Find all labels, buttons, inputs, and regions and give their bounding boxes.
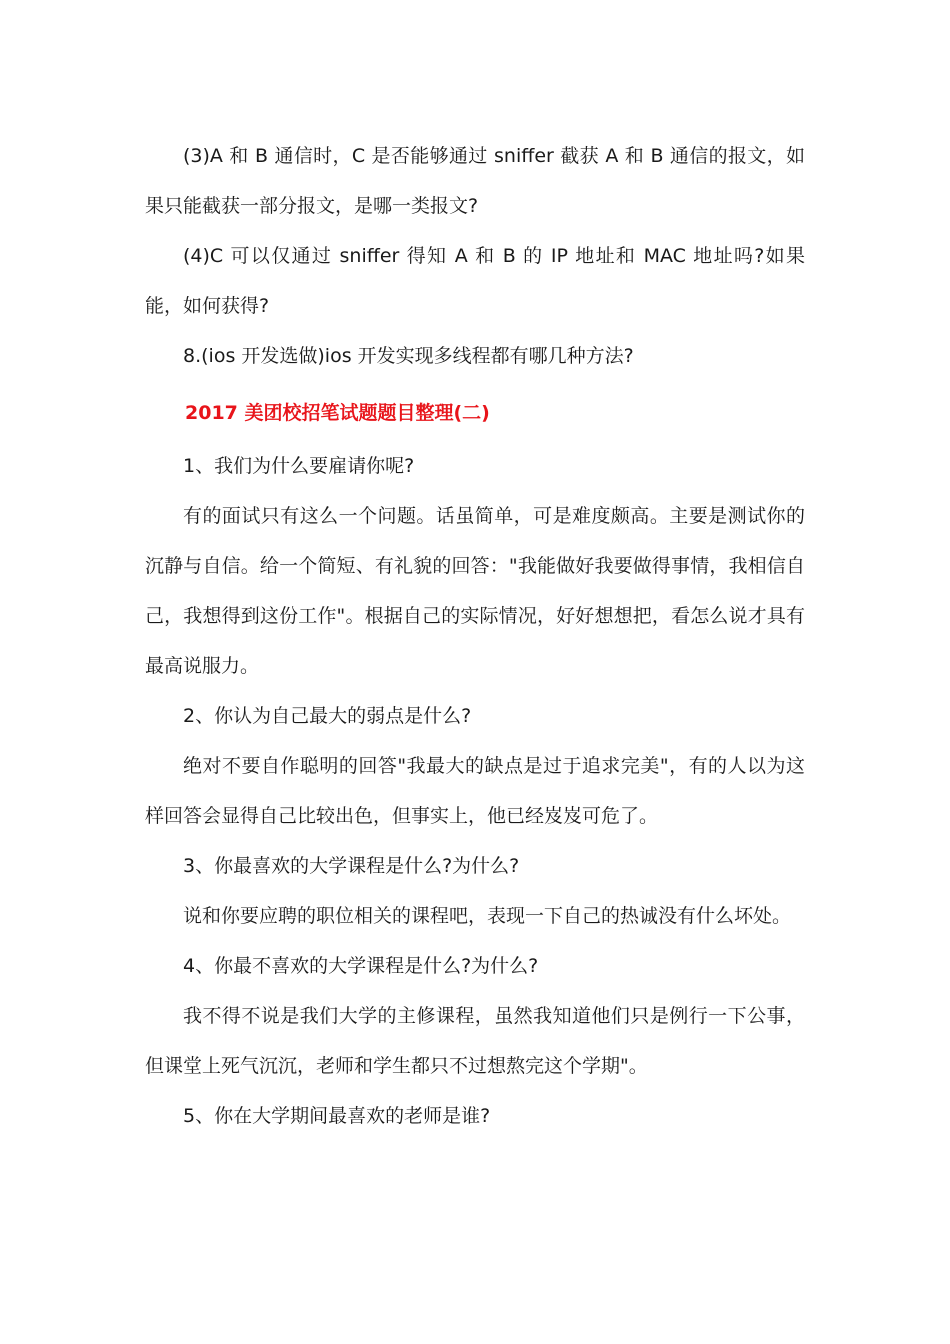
- answer-4: 我不得不说是我们大学的主修课程，虽然我知道他们只是例行一下公事，但课堂上死气沉沉，老师和学生都只不过想熬完这个学期"。: [145, 1005, 805, 1077]
- question-4: 4、你最不喜欢的大学课程是什么?为什么?: [183, 955, 539, 977]
- document-body: [145, 131, 805, 1141]
- question-2: 2、你认为自己最大的弱点是什么?: [183, 705, 472, 727]
- question-5: 5、你在大学期间最喜欢的老师是谁?: [183, 1105, 491, 1127]
- question-1: 1、我们为什么要雇请你呢?: [183, 455, 415, 477]
- paragraph-q4: (4)C 可以仅通过 sniffer 得知 A 和 B 的 IP 地址和 MAC 地址吗?如果能，如何获得?: [145, 245, 805, 317]
- paragraph-q8: 8.(ios 开发选做)ios 开发实现多线程都有哪几种方法?: [183, 345, 634, 367]
- paragraph-q3: (3)A 和 B 通信时，C 是否能够通过 sniffer 截获 A 和 B 通信的报文，如果只能截获一部分报文，是哪一类报文?: [145, 145, 805, 217]
- section-heading: 2017 美团校招笔试题题目整理(二): [185, 402, 490, 424]
- answer-1: 有的面试只有这么一个问题。话虽简单，可是难度颇高。主要是测试你的沉静与自信。给一个简短、有礼貌的回答："我能做好我要做得事情，我相信自己，我想得到这份工作"。根据自己的实际情况，好好想想把，看怎么说才具有最高说服力。: [145, 505, 805, 677]
- answer-3: 说和你要应聘的职位相关的课程吧，表现一下自己的热诚没有什么坏处。: [183, 905, 792, 927]
- question-3: 3、你最喜欢的大学课程是什么?为什么?: [183, 855, 520, 877]
- answer-2: 绝对不要自作聪明的回答"我最大的缺点是过于追求完美"，有的人以为这样回答会显得自己比较出色，但事实上，他已经岌岌可危了。: [145, 755, 805, 827]
